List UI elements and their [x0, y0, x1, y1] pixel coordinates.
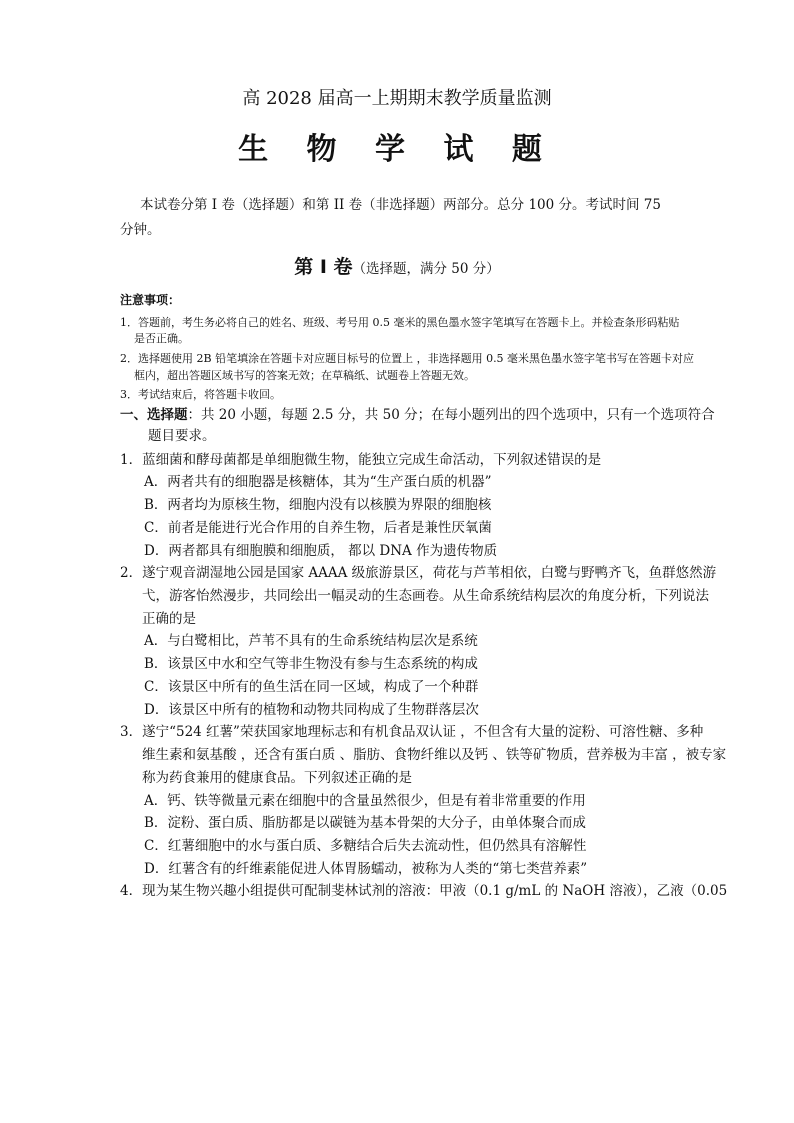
notice-item: 3．考试结束后，将答题卡收回。 [120, 388, 281, 401]
question-3-stem: 维生素和氨基酸 ，还含有蛋白质 、脂肪、食物纤维以及钙 、铁等矿物质，营养极为丰富 ，被专家 [142, 747, 727, 763]
part-one-instructions [120, 405, 715, 425]
question-1-option-c: C．前者是能进行光合作用的自养生物，后者是兼性厌氧菌 [144, 520, 492, 536]
question-2-stem: 2．遂宁观音湖湿地公园是国家 AAAA 级旅游景区，荷花与芦苇相依，白鹭与野鸭齐飞，鱼群悠然游 [120, 565, 717, 581]
question-2-option-a: A．与白鹭相比，芦苇不具有的生命系统结构层次是系统 [144, 633, 478, 649]
question-3-stem: 称为药食兼用的健康食品。下列叙述正确的是 [142, 770, 412, 786]
part-one-text-cont: 题目要求。 [148, 428, 216, 444]
notice-item: 是否正确。 [134, 332, 189, 345]
question-3-option-d: D．红薯含有的纤维素能促进人体胃肠蠕动，被称为人类的“第七类营养素” [144, 861, 588, 877]
question-3-option-a: A．钙、铁等微量元素在细胞中的含量虽然很少，但是有着非常重要的作用 [144, 793, 586, 809]
part-one-label: 一、选择题 [120, 407, 188, 423]
notice-item: 1．答题前，考生务必将自己的姓名、班级、考号用 0.5 毫米的黑色墨水签字笔填写在答题卡上。并检查条形码粘贴 [120, 316, 680, 329]
exam-name: 高 2028 届高一上期期末教学质量监测 [242, 88, 552, 109]
question-1-option-a: A．两者共有的细胞器是核糖体，其为“生产蛋白质的机器” [144, 474, 492, 490]
intro-line-1: 本试卷分第 I 卷（选择题）和第 II 卷（非选择题）两部分。总分 100 分。考试时间 75 [140, 197, 661, 213]
question-2-option-c: C．该景区中所有的鱼生活在同一区域，构成了一个种群 [144, 679, 479, 695]
notice-title: 注意事项： [120, 293, 181, 307]
section-heading-main: 第 Ⅰ 卷 [294, 256, 353, 278]
section-heading [0, 255, 794, 281]
question-2-option-d: D．该景区中所有的植物和动物共同构成了生物群落层次 [144, 702, 479, 718]
question-3-option-b: B．淀粉、蛋白质、脂肪都是以碳链为基本骨架的大分子，由单体聚合而成 [144, 815, 586, 831]
question-2-stem: 正确的是 [142, 611, 196, 627]
question-3-option-c: C．红薯细胞中的水与蛋白质、多糖结合后失去流动性，但仍然具有溶解性 [144, 838, 587, 854]
notice-item: 2．选择题使用 2B 铅笔填涂在答题卡对应题目标号的位置上 ，非选择题用 0.5 毫米黑色墨水签字笔书写在答题卡对应 [120, 352, 695, 365]
question-4-stem: 4．现为某生物兴趣小组提供可配制斐林试剂的溶液：甲液（0.1 g/mL 的 NaOH 溶液），乙液（0.05 [120, 883, 728, 899]
question-2-option-b: B．该景区中水和空气等非生物没有参与生态系统的构成 [144, 656, 478, 672]
notice-item: 框内，超出答题区域书写的答案无效；在草稿纸、试题卷上答题无效。 [134, 369, 475, 382]
question-1-option-b: B．两者均为原核生物，细胞内没有以核膜为界限的细胞核 [144, 497, 492, 513]
question-2-stem: 弋，游客怡然漫步，共同绘出一幅灵动的生态画卷。从生命系统结构层次的角度分析，下列说法 [142, 588, 709, 604]
question-1-stem: 1．蓝细菌和酵母菌都是单细胞微生物，能独立完成生命活动，下列叙述错误的是 [120, 452, 602, 468]
subject-title: 生 物 学 试 题 [238, 132, 556, 167]
section-heading-sub: （选择题，满分 50 分） [352, 261, 500, 277]
part-one-text: ：共 20 小题，每题 2.5 分，共 50 分；在每小题列出的四个选项中，只有一个选项符合 [187, 407, 715, 423]
question-1-option-d: D．两者都具有细胞膜和细胞质， 都以 DNA 作为遗传物质 [144, 543, 498, 559]
question-3-stem: 3．遂宁“524 红薯”荣获国家地理标志和有机食品双认证 ，不但含有大量的淀粉、可溶性糖、多种 [120, 724, 704, 740]
intro-line-2: 分钟。 [120, 222, 161, 238]
